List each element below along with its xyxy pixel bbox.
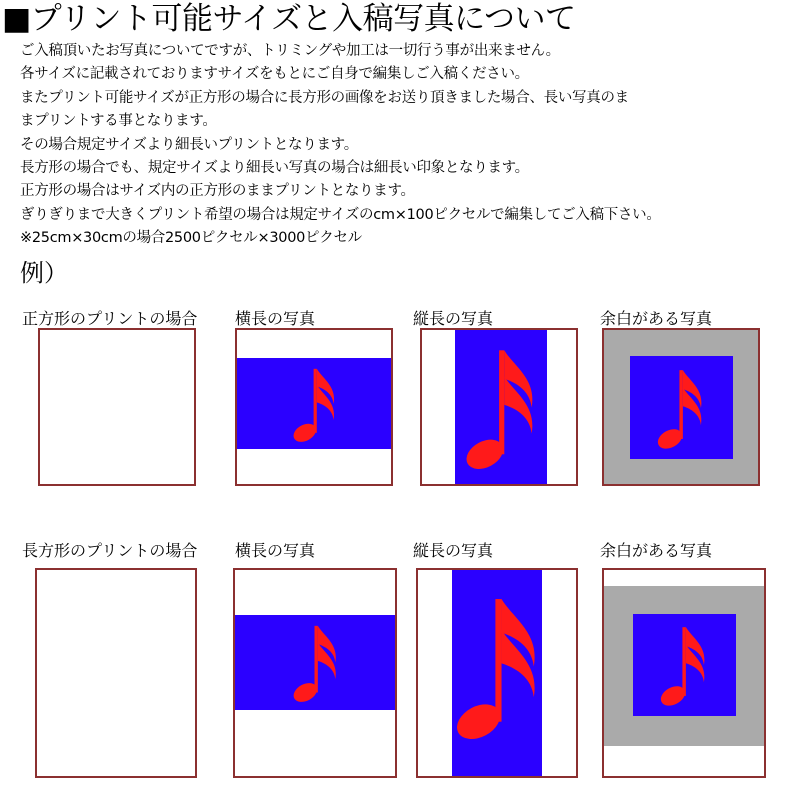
music-note-icon <box>292 363 340 445</box>
description-line: 正方形の場合はサイズ内の正方形のままプリントとなります。 <box>20 183 415 200</box>
description-line: またプリント可能サイズが正方形の場合に長方形の画像をお送り頂きました場合、長い写真のま <box>20 89 629 106</box>
description-text <box>20 40 795 251</box>
page-title: ■プリント可能サイズと入稿写真について <box>2 1 576 37</box>
description-line: ぎりぎりまで大きくプリント希望の場合は規定サイズのcm×100ピクセルで編集してご入稿下さい。 <box>20 206 661 223</box>
description-line: まプリントする事となります。 <box>20 113 217 130</box>
caption-portrait-photo: 縦長の写真 <box>413 541 494 560</box>
music-note-icon <box>656 365 708 451</box>
landscape-photo-frame <box>233 568 397 778</box>
portrait-photo-frame <box>416 568 578 778</box>
music-note-icon <box>292 620 342 705</box>
caption-landscape-photo: 横長の写真 <box>235 309 316 328</box>
caption-landscape-photo: 横長の写真 <box>235 541 316 560</box>
description-line: 長方形の場合でも、規定サイズより細長い写真の場合は細長い印象となります。 <box>20 160 529 177</box>
caption-rectangular-print: 長方形のプリントの場合 <box>22 541 198 560</box>
music-note-icon <box>464 341 542 474</box>
margin-photo-frame <box>602 328 760 486</box>
description-line: ※25cm×30cmの場合2500ピクセル×3000ピクセル <box>20 230 362 247</box>
music-note-icon <box>659 622 711 708</box>
caption-margin-photo: 余白がある写真 <box>600 541 713 560</box>
caption-margin-photo: 余白がある写真 <box>600 309 713 328</box>
description-line: 各サイズに記載されておりますサイズをもとにご自身で編集しご入稿ください。 <box>20 66 529 83</box>
portrait-photo-frame <box>420 328 578 486</box>
caption-portrait-photo: 縦長の写真 <box>413 309 494 328</box>
caption-square-print: 正方形のプリントの場合 <box>22 309 198 328</box>
landscape-photo-frame <box>235 328 393 486</box>
square-print-frame <box>38 328 196 486</box>
example-heading: 例） <box>20 259 68 287</box>
rectangular-print-frame <box>35 568 197 778</box>
description-line: ご入稿頂いたお写真についてですが、トリミングや加工は一切行う事が出来ません。 <box>20 43 560 59</box>
description-line: その場合規定サイズより細長いプリントとなります。 <box>20 136 358 153</box>
margin-photo-frame <box>602 568 766 778</box>
music-note-icon <box>454 588 546 745</box>
